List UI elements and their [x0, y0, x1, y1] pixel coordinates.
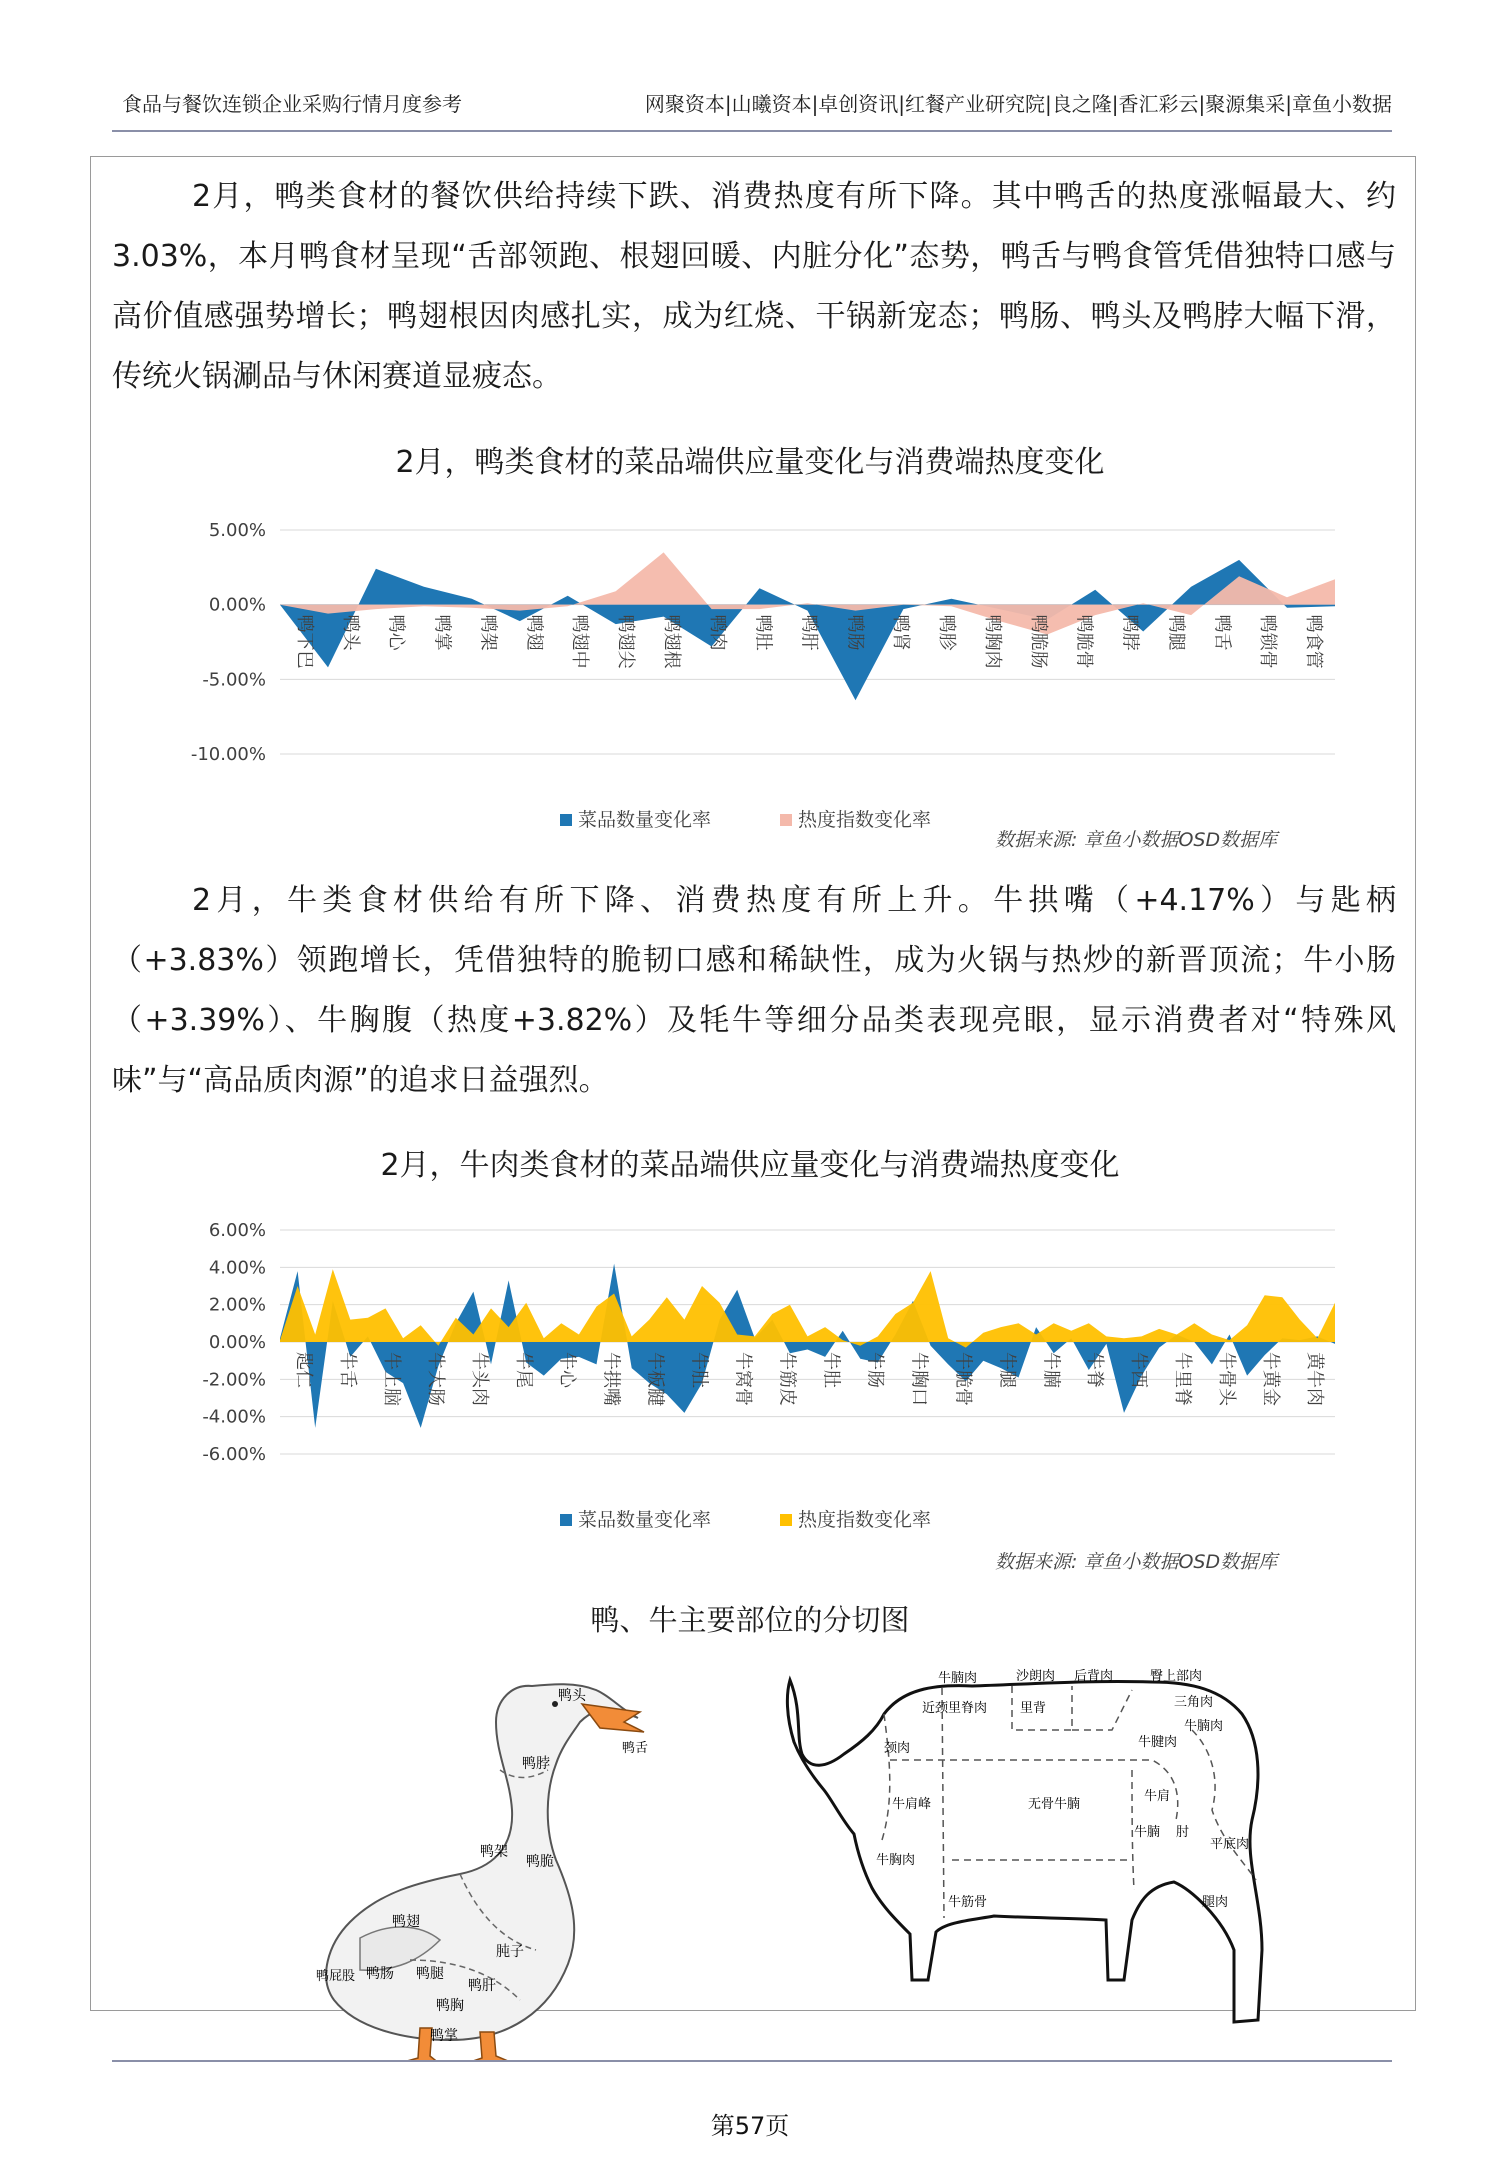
duck-chart-y-tick: -5.00% [202, 669, 266, 691]
duck-chart-legend-swatch-2 [780, 814, 792, 826]
beef-chart-x-tick: 牛板腱 [644, 1352, 666, 1406]
duck-label-breast: 鸭胸 [436, 1998, 464, 2014]
duck-chart-x-tick: 鸭翅中 [569, 614, 591, 669]
beef-chart-legend-swatch-2 [780, 1514, 792, 1526]
duck-label-tongue: 鸭舌 [622, 1741, 649, 1756]
beef-chart-legend-label-2: 热度指数变化率 [798, 1509, 932, 1530]
beef-chart-x-tick: 匙仁 [293, 1352, 314, 1388]
duck-chart-x-tick: 鸭肚 [752, 614, 774, 651]
beef-chart-x-tick: 牛肚 [688, 1352, 710, 1388]
beef-chart-legend-swatch-1 [560, 1514, 572, 1526]
beef-chart-series-2-area [280, 1269, 1335, 1347]
duck-chart-x-tick: 鸭下巴 [293, 614, 315, 669]
duck-label-neck: 鸭脖 [522, 1756, 550, 1772]
beef-chart-x-tick: 牛心 [556, 1352, 578, 1388]
duck-chart-x-tick: 鸭胸肉 [982, 614, 1003, 669]
cow-label-10: 牛肩峰 [892, 1797, 932, 1812]
header-right-sources: 网聚资本|山曦资本|卓创资讯|红餐产业研究院|良之隆|香汇彩云|聚源集采|章鱼小数据 [644, 92, 1392, 116]
beef-chart-y-tick: 6.00% [208, 1220, 266, 1241]
beef-chart-x-tick: 牛舌 [336, 1352, 358, 1388]
duck-label-frame: 鸭架 [480, 1844, 508, 1860]
beef-chart-x-tick: 牛肠 [864, 1352, 886, 1388]
beef-chart-y-tick: 2.00% [208, 1294, 266, 1316]
duck-paragraph: 2月，鸭类食材的餐饮供给持续下跌、消费热度有所下降。其中鸭舌的热度涨幅最大、约3.03%，本月鸭食材呈现“舌部领跑、根翅回暖、内脏分化”态势，鸭舌与鸭食管凭借独特口感与高价值感强势增长；鸭翅根因肉感扎实，成为红烧、干锅新宠态；鸭肠、鸭头及鸭脖大幅下滑，传统火锅涮品与休闲赛道显疲态。 [112, 179, 1396, 394]
cow-label-0: 牛腩肉 [938, 1671, 978, 1686]
duck-chart-x-tick: 鸭肝 [798, 614, 820, 651]
beef-chart-x-tick: 牛脊 [1084, 1352, 1106, 1388]
beef-chart-x-tick: 牛腩 [1040, 1352, 1062, 1388]
beef-chart-x-tick: 牛胸口 [908, 1352, 930, 1406]
duck-label-leg: 鸭腿 [416, 1966, 444, 1982]
beef-chart-y-tick: 4.00% [208, 1257, 266, 1279]
duck-chart-y-tick: 5.00% [208, 520, 266, 541]
cow-label-11: 无骨牛腩 [1028, 1797, 1081, 1812]
duck-chart-x-tick: 鸭架 [477, 614, 499, 651]
beef-chart-x-tick: 牛尾 [512, 1352, 534, 1388]
cow-label-7: 牛腱肉 [1138, 1735, 1178, 1750]
beef-chart-x-tick: 牛黄金 [1260, 1352, 1282, 1406]
cow-label-9: 牛腩肉 [1184, 1719, 1224, 1734]
duck-label-crisp: 鸭脆 [526, 1854, 554, 1870]
duck-chart-x-tick: 鸭心 [385, 614, 407, 651]
duck-chart-x-tick: 鸭掌 [431, 614, 453, 651]
beef-chart-x-tick: 牛里脊 [1172, 1352, 1194, 1406]
cow-label-1: 沙朗肉 [1016, 1669, 1056, 1684]
beef-chart-x-tick: 牛大肠 [424, 1352, 446, 1406]
duck-chart-legend-label-2: 热度指数变化率 [798, 809, 932, 830]
cow-label-17: 牛筋骨 [948, 1895, 988, 1910]
duck-chart-x-tick: 鸭肉 [706, 614, 728, 651]
cow-label-14: 牛胸肉 [876, 1853, 916, 1868]
figure-title: 鸭、牛主要部位的分切图 [590, 1603, 910, 1637]
beef-chart-x-tick: 牛拱嘴 [600, 1352, 622, 1406]
beef-chart-x-tick: 牛头肉 [468, 1352, 490, 1406]
page-header [112, 84, 1392, 120]
beef-chart-x-tick: 牛骨头 [1216, 1352, 1238, 1406]
page-number: 第57页 [710, 2112, 790, 2140]
beef-paragraph: 2月，牛类食材供给有所下降、消费热度有所上升。牛拱嘴（+4.17%）与匙柄（+3.83%）领跑增长，凭借独特的脆韧口感和稀缺性，成为火锅与热炒的新晋顶流；牛小肠（+3.39%）、牛胸腹（热度+3.82%）及牦牛等细分品类表现亮眼，显示消费者对“特殊风味”与“高品质肉源”的追求日益强烈。 [112, 883, 1396, 1098]
duck-illustration [300, 1660, 660, 2060]
header-divider [112, 130, 1392, 132]
duck-label-head: 鸭头 [558, 1688, 586, 1704]
duck-label-intestine: 鸭肠 [366, 1966, 394, 1982]
beef-chart-y-tick: -4.00% [202, 1406, 266, 1428]
duck-chart-x-tick: 鸭舌 [1211, 614, 1233, 651]
duck-label-wing: 鸭翅 [392, 1914, 420, 1930]
cow-label-5: 里背 [1020, 1701, 1047, 1716]
duck-label-feet: 鸭掌 [430, 2028, 458, 2044]
beef-chart-title: 2月，牛肉类食材的菜品端供应量变化与消费端热度变化 [380, 1148, 1120, 1183]
beef-chart-x-tick: 牛腿 [996, 1352, 1018, 1388]
cow-label-2: 后背肉 [1074, 1669, 1114, 1684]
beef-chart-y-tick: -2.00% [202, 1369, 266, 1391]
beef-chart-x-tick: 黄牛肉 [1304, 1352, 1325, 1406]
header-left-title: 食品与餐饮连锁企业采购行情月度参考 [122, 92, 462, 116]
duck-chart [160, 510, 1340, 830]
beef-chart-legend-label-1: 菜品数量变化率 [578, 1509, 712, 1530]
duck-chart-x-tick: 鸭肾 [890, 614, 912, 651]
cow-label-18: 腿肉 [1202, 1895, 1229, 1910]
footer-divider [112, 2060, 1392, 2062]
cow-label-12: 牛肩 [1144, 1789, 1171, 1804]
duck-chart-x-tick: 鸭翅尖 [615, 614, 636, 669]
duck-label-liver: 鸭肝 [468, 1978, 496, 1994]
beef-chart-x-tick: 牛窝骨 [732, 1352, 754, 1406]
duck-label-tail: 鸭屁股 [316, 1969, 356, 1984]
duck-label-gizzard: 肫子 [496, 1944, 524, 1960]
duck-chart-legend-label-1: 菜品数量变化率 [578, 809, 712, 830]
cow-label-15: 肘 [1176, 1825, 1190, 1840]
duck-chart-y-tick: -10.00% [190, 744, 266, 765]
duck-chart-title: 2月，鸭类食材的菜品端供应量变化与消费端热度变化 [395, 445, 1105, 480]
cow-label-6: 三角肉 [1174, 1695, 1214, 1710]
beef-chart-source: 数据来源: 章鱼小数据OSD数据库 [995, 1551, 1278, 1573]
duck-chart-x-tick: 鸭脖 [1119, 614, 1141, 651]
duck-chart-legend-swatch-1 [560, 814, 572, 826]
duck-chart-x-tick: 鸭翅 [523, 614, 545, 651]
duck-chart-x-tick: 鸭腿 [1165, 614, 1187, 651]
beef-chart-x-tick: 牛上脑 [380, 1352, 402, 1406]
duck-chart-x-tick: 鸭锁骨 [1257, 614, 1279, 669]
cow-label-3: 臀上部肉 [1150, 1669, 1203, 1684]
cow-label-8: 颈肉 [884, 1741, 911, 1756]
beef-chart-x-tick: 牛西 [1128, 1352, 1150, 1388]
duck-chart-x-tick: 鸭脆骨 [1073, 614, 1095, 669]
beef-chart-x-tick: 牛筋皮 [776, 1352, 798, 1406]
cow-label-16: 平底肉 [1210, 1837, 1250, 1852]
cow-label-4: 近颈里脊肉 [922, 1701, 988, 1716]
beef-chart-x-tick: 牛肚 [820, 1352, 842, 1388]
cow-label-13: 牛腩 [1134, 1825, 1161, 1840]
beef-chart [160, 1210, 1340, 1530]
duck-chart-x-tick: 鸭食管 [1303, 614, 1325, 669]
duck-chart-x-tick: 鸭翅根 [660, 614, 682, 669]
cow-illustration [772, 1650, 1272, 2030]
duck-chart-x-tick: 鸭肠 [844, 614, 866, 651]
duck-chart-x-tick: 鸭头 [339, 614, 361, 651]
beef-chart-x-tick: 牛脆骨 [952, 1352, 974, 1406]
duck-chart-x-tick: 鸭胗 [936, 614, 958, 651]
duck-chart-y-tick: 0.00% [208, 594, 266, 616]
duck-chart-x-tick: 鸭脆肠 [1027, 614, 1049, 669]
beef-chart-y-tick: -6.00% [202, 1444, 266, 1465]
beef-chart-y-tick: 0.00% [208, 1332, 266, 1353]
duck-chart-source: 数据来源: 章鱼小数据OSD数据库 [995, 829, 1278, 851]
